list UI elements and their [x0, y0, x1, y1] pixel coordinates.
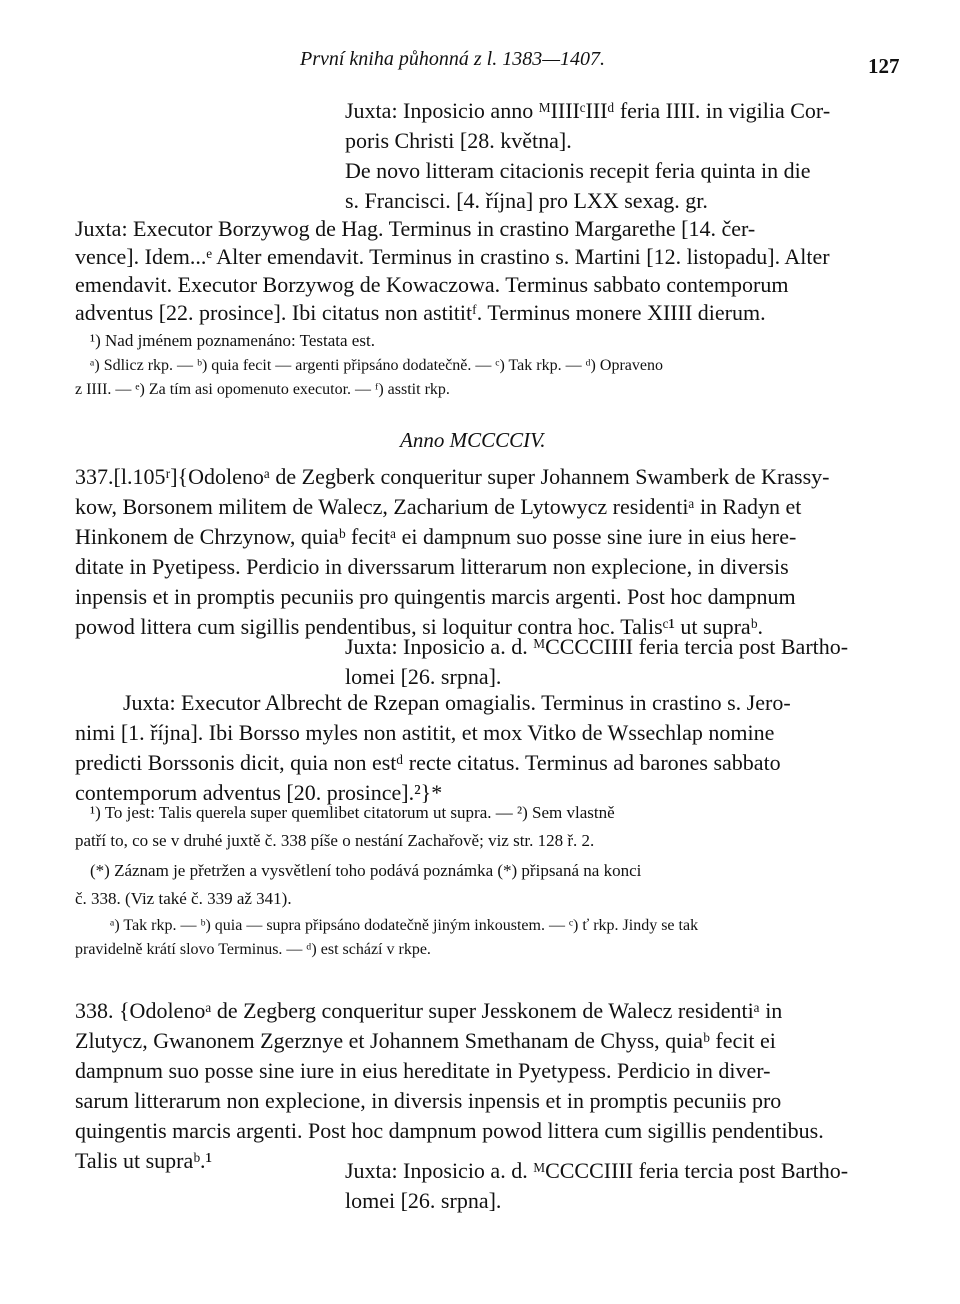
text-line: 337.[l.105ʳ]{Odolenoᵃ de Zegberk conqueritur super Johannem Swamberk de Krassy-	[75, 464, 830, 489]
text-line: Talis ut supraᵇ.¹	[75, 1148, 213, 1173]
footnotes-336	[75, 332, 663, 406]
text-line: lomei [26. srpna].	[345, 664, 502, 689]
section-heading: Anno MCCCCIV.	[400, 428, 546, 452]
footnote-line: pravidelně krátí slovo Terminus. — ᵈ) est schází v rkpe.	[75, 941, 431, 958]
entry-338	[75, 1000, 824, 1180]
text-line: lomei [26. srpna].	[345, 1188, 502, 1213]
footnote-line: č. 338. (Viz také č. 339 až 341).	[75, 889, 292, 908]
entry-337	[75, 466, 830, 646]
running-header: První kniha půhonná z l. 1383—1407.	[300, 48, 605, 70]
juxta-block-336	[345, 100, 830, 220]
text-line: adventus [22. prosince]. Ibi citatus non astititᶠ. Terminus monere XIIII dierum.	[75, 300, 766, 325]
text-line: nimi [1. října]. Ibi Borsso myles non astitit, et mox Vitko de Wssechlap nomine	[75, 720, 775, 745]
text-line: poris Christi [28. května].	[345, 128, 572, 153]
text-line: Juxta: Executor Borzywog de Hag. Terminus in crastino Margarethe [14. čer-	[75, 216, 756, 241]
text-line: kow, Borsonem militem de Walecz, Zacharium de Lytowycz residentiᵃ in Radyn et	[75, 494, 802, 519]
text-line: emendavit. Executor Borzywog de Kowaczowa. Terminus sabbato contemporum	[75, 272, 789, 297]
footnote-line: (*) Záznam je přetržen a vysvětlení toho podává poznámka (*) připsaná na konci	[90, 861, 642, 880]
text-line: Juxta: Inposicio a. d. ᴹCCCCIIII feria tercia post Bartho-	[345, 634, 849, 659]
juxta-block-executor	[75, 218, 830, 330]
footnote-line: ᵃ) Tak rkp. — ᵇ) quia — supra připsáno dodatečně jiným inkoustem. — ᶜ) ť rkp. Jindy se tak	[110, 917, 699, 934]
footnote-line: patří to, co se v druhé juxtě č. 338 píše o nestání Zachařově; viz str. 128 ř. 2.	[75, 831, 595, 850]
page-number: 127	[868, 54, 900, 78]
text-line: Juxta: Executor Albrecht de Rzepan omagialis. Terminus in crastino s. Jero-	[123, 690, 791, 715]
text-line: Zlutycz, Gwanonem Zgerznye et Johannem Smethanam de Chyss, quiaᵇ fecit ei	[75, 1028, 776, 1053]
footnote-line: ¹) Nad jménem poznamenáno: Testata est.	[90, 331, 375, 350]
footnote-line: ᵃ) Sdlicz rkp. — ᵇ) quia fecit — argenti připsáno dodatečně. — ᶜ) Tak rkp. — ᵈ) Opraveno	[90, 357, 663, 374]
text-line: 338. {Odolenoᵃ de Zegberg conqueritur super Jesskonem de Walecz residentiᵃ in	[75, 998, 783, 1023]
text-line: contemporum adventus [20. prosince].²}*	[75, 780, 443, 805]
text-line: quingentis marcis argenti. Post hoc dampnum powod littera cum sigillis pendentibus.	[75, 1118, 824, 1143]
text-line: Juxta: Inposicio anno ᴹIIIIᶜIIIᵈ feria IIII. in vigilia Cor-	[345, 98, 831, 123]
text-line: inpensis et in promptis pecuniis pro quingentis marcis argenti. Post hoc dampnum	[75, 584, 796, 609]
text-line: De novo litteram citacionis recepit feria quinta in die	[345, 158, 811, 183]
text-line: dampnum suo posse sine iure in eius hereditate in Pyetypess. Perdicio in diver-	[75, 1058, 771, 1083]
footnotes-337	[75, 804, 698, 966]
text-line: sarum litterarum non explecione, in diversis inpensis et in promptis pecuniis pro	[75, 1088, 782, 1113]
juxta-337-b	[75, 692, 791, 812]
juxta-337-a	[345, 636, 848, 696]
text-line: predicti Borssonis dicit, quia non estᵈ recte citatus. Terminus ad barones sabbato	[75, 750, 781, 775]
text-line: s. Francisci. [4. října] pro LXX sexag. gr.	[345, 188, 708, 213]
text-line: Hinkonem de Chrzynow, quiaᵇ fecitᵃ ei dampnum suo posse sine iure in eius here-	[75, 524, 797, 549]
juxta-338	[345, 1160, 848, 1220]
text-line: powod littera cum sigillis pendentibus, si loquitur contra hoc. Talisᶜ¹ ut supraᵇ.	[75, 614, 763, 639]
text-line: ditate in Pyetipess. Perdicio in diverssarum litterarum non explecione, in diversis	[75, 554, 789, 579]
footnote-line: ¹) To jest: Talis querela super quemlibet citatorum ut supra. — ²) Sem vlastně	[90, 803, 615, 822]
text-line: Juxta: Inposicio a. d. ᴹCCCCIIII feria tercia post Bartho-	[345, 1158, 849, 1183]
footnote-line: z IIII. — ᵉ) Za tím asi opomenuto executor. — ᶠ) asstit rkp.	[75, 381, 450, 398]
text-line: vence]. Idem...ᵉ Alter emendavit. Terminus in crastino s. Martini [12. listopadu]. Alter	[75, 244, 830, 269]
